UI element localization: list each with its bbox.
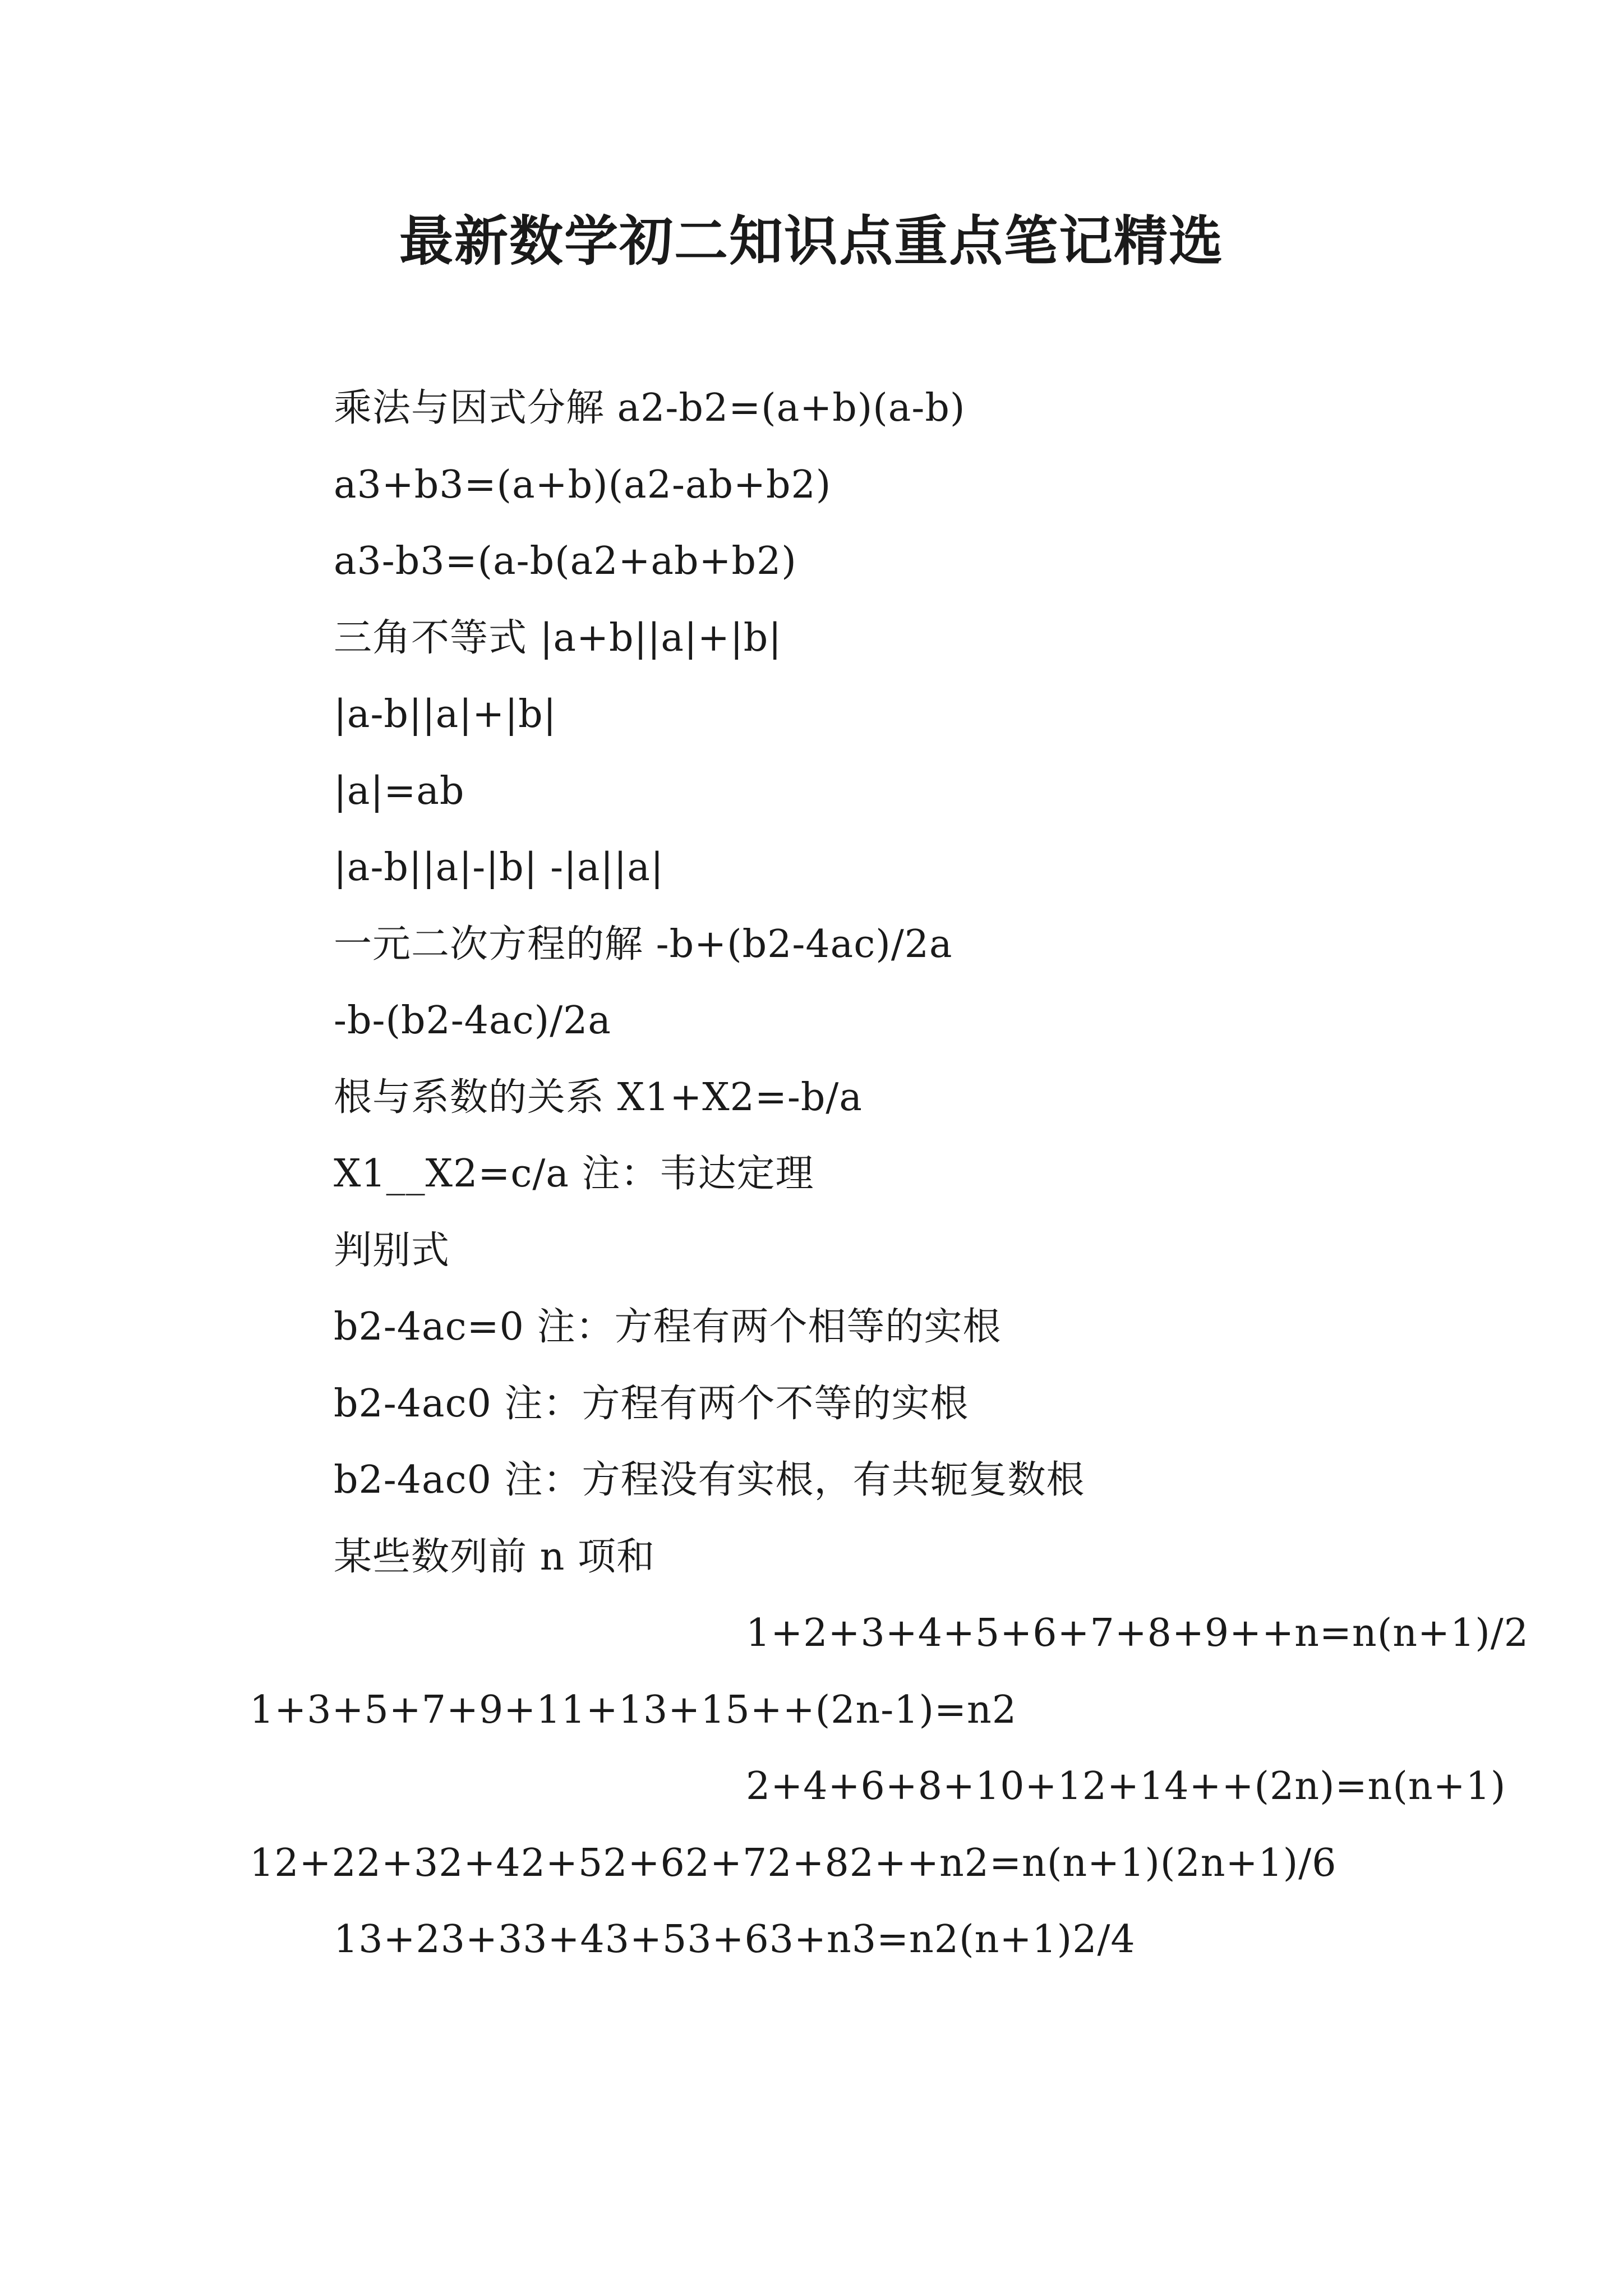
formula-line: 判别式 bbox=[334, 1228, 450, 1273]
formula-line: |a-b||a|+|b| bbox=[334, 692, 557, 737]
formula-line: b2-4ac0 注：方程有两个不等的实根 bbox=[334, 1381, 969, 1426]
formula-line: a3-b3=(a-b(a2+ab+b2) bbox=[334, 539, 797, 583]
formula-line: |a|=ab bbox=[334, 769, 465, 813]
page-title: 最新数学初二知识点重点笔记精选 bbox=[399, 209, 1224, 273]
formula-line: 1+2+3+4+5+6+7+8+9++n=n(n+1)/2 bbox=[746, 1611, 1529, 1655]
formula-line: 三角不等式 |a+b||a|+|b| bbox=[334, 615, 782, 660]
document-body bbox=[0, 370, 1623, 1978]
formula-line: 根与系数的关系 X1+X2=-b/a bbox=[334, 1075, 863, 1120]
formula-line: 一元二次方程的解 -b+(b2-4ac)/2a bbox=[334, 922, 953, 967]
formula-line: 12+22+32+42+52+62+72+82++n2=n(n+1)(2n+1)/6 bbox=[250, 1841, 1337, 1885]
formula-line: X1__X2=c/a 注：韦达定理 bbox=[334, 1152, 814, 1196]
formula-line: 2+4+6+8+10+12+14++(2n)=n(n+1) bbox=[746, 1764, 1506, 1809]
formula-line: 1+3+5+7+9+11+13+15++(2n-1)=n2 bbox=[250, 1687, 1017, 1732]
formula-line: 某些数列前 n 项和 bbox=[334, 1534, 656, 1579]
formula-line: b2-4ac0 注：方程没有实根，有共轭复数根 bbox=[334, 1458, 1085, 1502]
formula-line: b2-4ac=0 注：方程有两个相等的实根 bbox=[334, 1305, 1002, 1349]
formula-line: |a-b||a|-|b| -|a||a| bbox=[334, 845, 664, 890]
formula-line: -b-(b2-4ac)/2a bbox=[334, 999, 611, 1043]
formula-line: 13+23+33+43+53+63+n3=n2(n+1)2/4 bbox=[334, 1917, 1136, 1962]
formula-line: a3+b3=(a+b)(a2-ab+b2) bbox=[334, 462, 832, 507]
formula-line: 乘法与因式分解 a2-b2=(a+b)(a-b) bbox=[334, 386, 966, 430]
